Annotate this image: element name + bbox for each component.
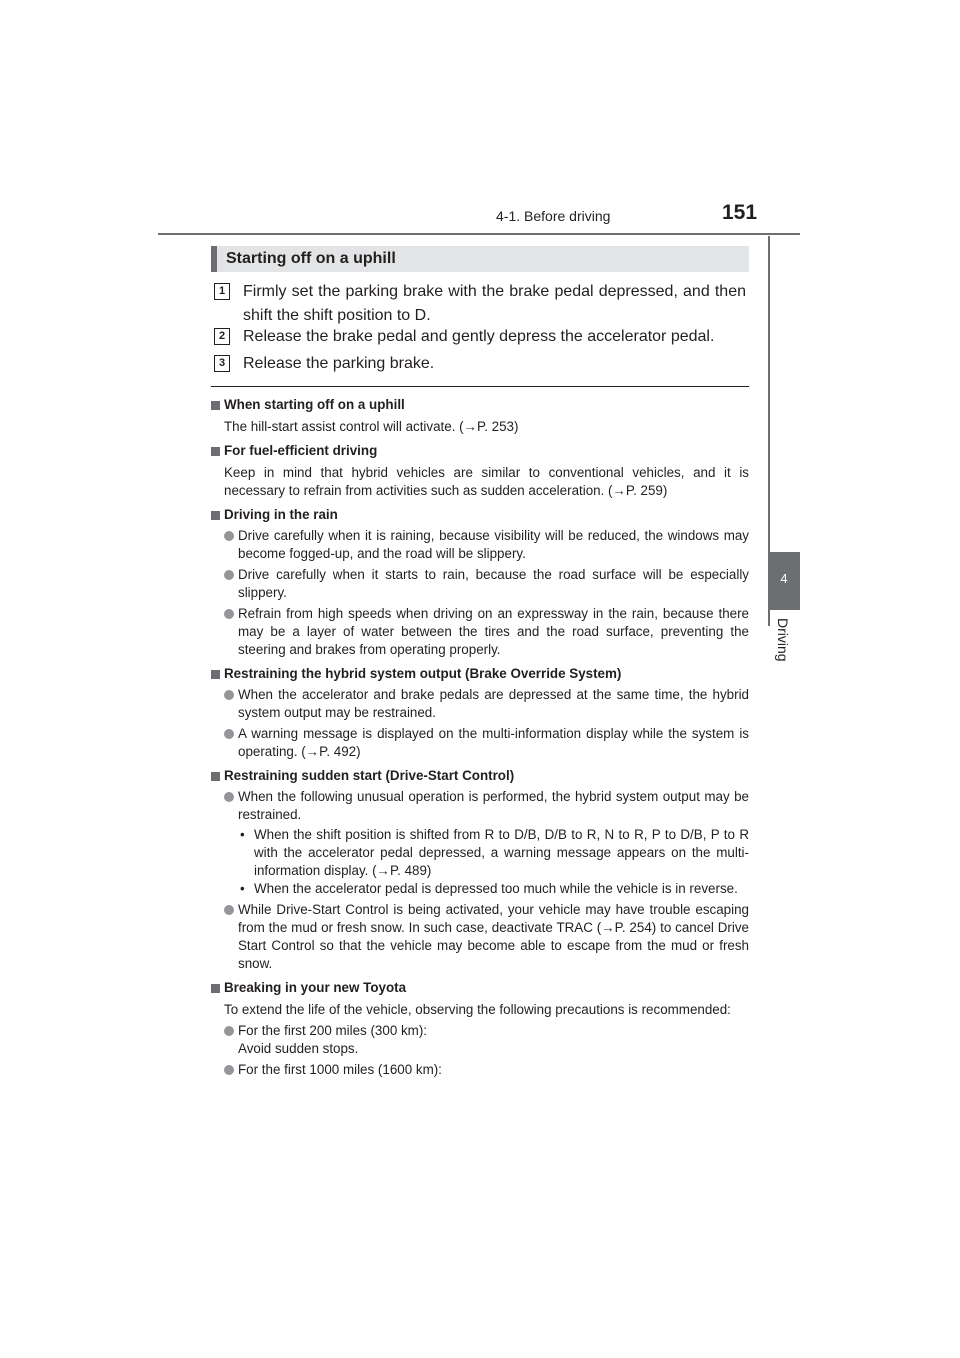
chapter-label-wrap (772, 618, 796, 708)
step-text: Release the parking brake. (243, 355, 435, 372)
note-break-in (211, 979, 749, 1079)
note-title: When starting off on a uphill (211, 396, 749, 414)
chapter-tab (768, 552, 800, 610)
section-heading (211, 246, 749, 272)
page-number: 151 (722, 201, 758, 224)
bullet-item: When the following unusual operation is performed, the hybrid system output may be restrained. (224, 788, 749, 824)
bullet-item: Drive carefully when it starts to rain, because the road surface will be especially slippery. (224, 566, 749, 602)
bullet-item: Drive carefully when it is raining, because visibility will be reduced, the windows may become fogged-up, and the road will be slippery. (224, 527, 749, 563)
bullet-item: While Drive-Start Control is being activated, your vehicle may have trouble escaping from the mud or fresh snow. In such case, deactivate TRAC (→P. 254) to cancel Drive Start Control so that the vehicle may become able to escape from the mud or fresh snow. (224, 901, 749, 973)
step-number-box: 2 (214, 328, 230, 345)
step-2 (214, 325, 754, 349)
note-uphill (211, 396, 749, 436)
bullet-item: For the first 1000 miles (1600 km): (224, 1061, 749, 1079)
note-title: Restraining the hybrid system output (Brake Override System) (211, 665, 749, 683)
note-text: Keep in mind that hybrid vehicles are similar to conventional vehicles, and it is necessary to refrain from activities such as sudden acceleration. (→P. 259) (224, 465, 749, 498)
step-1 (214, 280, 754, 328)
section-title: Starting off on a uphill (226, 250, 396, 267)
step-3 (214, 352, 754, 376)
bullet-item: A warning message is displayed on the multi-information display while the system is operating. (→P. 492) (224, 725, 749, 761)
sub-bullet-item: • When the shift position is shifted from R to D/B, D/B to R, N to R, P to D/B, P to R with the accelerator pedal depressed, a warning message appears on the multi-information display. (→P. 489) (238, 826, 749, 880)
chapter-number: 4 (780, 571, 788, 586)
sub-bullet-item: • When the accelerator pedal is depressed too much while the vehicle is in reverse. (238, 880, 749, 898)
step-number-box: 1 (214, 283, 230, 300)
notes-section (211, 396, 749, 1085)
note-rain (211, 506, 749, 659)
bullet-item: When the accelerator and brake pedals are depressed at the same time, the hybrid system output may be restrained. (224, 686, 749, 722)
note-title: Driving in the rain (211, 506, 749, 524)
note-title: Breaking in your new Toyota (211, 979, 749, 997)
note-brake-override (211, 665, 749, 761)
note-drive-start-control (211, 767, 749, 973)
note-text: To extend the life of the vehicle, observing the following precautions is recommended: (224, 1002, 731, 1017)
note-title: Restraining sudden start (Drive-Start Control) (211, 767, 749, 785)
step-text: Firmly set the parking brake with the brake pedal depressed, and then shift the shift position to D. (243, 283, 746, 324)
step-number-box: 3 (214, 355, 230, 372)
bullet-item (224, 1022, 749, 1058)
chapter-label: Driving (775, 618, 791, 662)
running-header-section: 4-1. Before driving (496, 208, 611, 224)
bullet-item: Refrain from high speeds when driving on an expressway in the rain, because there may be a layer of water between the tires and the road surface, preventing the steering and brakes from operating properly. (224, 605, 749, 659)
note-text: The hill-start assist control will activate. (→P. 253) (224, 419, 519, 434)
notes-divider (211, 386, 749, 387)
step-text: Release the brake pedal and gently depress the accelerator pedal. (243, 328, 715, 345)
bullet-line: Avoid sudden stops. (238, 1041, 359, 1056)
bullet-line: For the first 200 miles (300 km): (238, 1023, 428, 1038)
note-title: For fuel-efficient driving (211, 442, 749, 460)
note-fuel-efficient (211, 442, 749, 500)
header-rule (158, 233, 800, 235)
